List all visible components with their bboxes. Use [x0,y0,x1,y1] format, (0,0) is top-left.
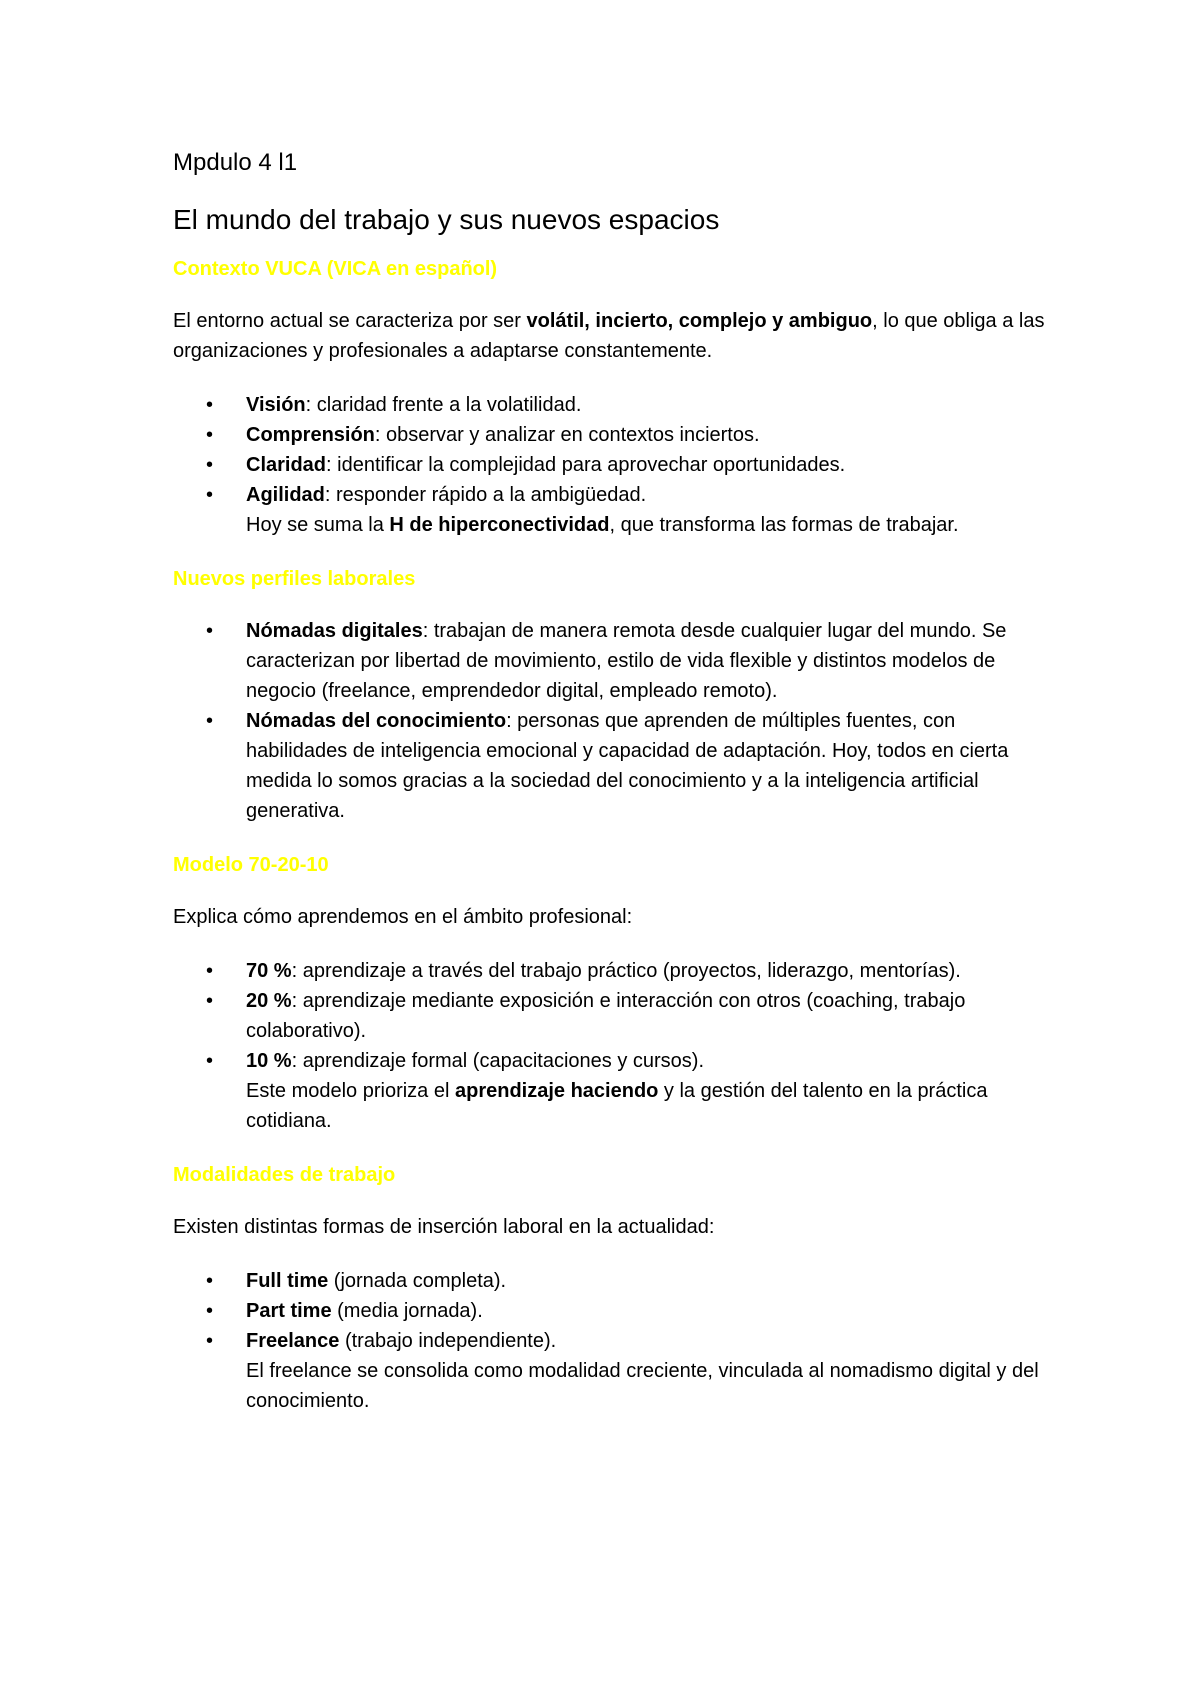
document-body [173,148,1053,1440]
item-text: : trabajan de manera remota desde cualquier lugar del mundo. Se caracterizan por libertad de movimiento, estilo de vida flexible y distintos modelos de negocio (freelance, emprendedor digital, empleado remoto). [246,620,1007,702]
vuca-note-bold: H de hiperconectividad [389,514,610,536]
vuca-note-text: Hoy se suma la [246,514,390,536]
modelo-note-text: Este modelo prioriza el [246,1080,455,1102]
item-term: Claridad [246,454,327,476]
modalidades-intro: Existen distintas formas de inserción laboral en la actualidad: [173,1216,715,1238]
vuca-note-text-end: , que transforma las formas de trabajar. [609,514,959,536]
vuca-intro [173,306,1053,366]
bullet-icon: • [206,710,214,732]
item-text: : aprendizaje formal (capacitaciones y cursos). [291,1050,704,1072]
bullet-icon: • [206,394,214,416]
vuca-intro-text: El entorno actual se caracteriza por ser [173,310,527,332]
bullet-icon: • [206,1270,214,1292]
item-text: (media jornada). [331,1300,483,1322]
list-item [173,480,1053,540]
item-term: 10 % [246,1050,292,1072]
modalidades-note: El freelance se consolida como modalidad creciente, vinculada al nomadismo digital y del conocimiento. [246,1360,1039,1412]
vuca-intro-bold: volátil, incierto, complejo y ambiguo [526,310,873,332]
section-heading-perfiles: Nuevos perfiles laborales [173,568,416,590]
item-text: : identificar la complejidad para aprovechar oportunidades. [326,454,846,476]
item-text: : observar y analizar en contextos inciertos. [374,424,760,446]
list-item [173,450,1053,480]
item-term: Freelance [246,1330,340,1352]
bullet-icon: • [206,1300,214,1322]
item-term: 20 % [246,990,292,1012]
document-title: El mundo del trabajo y sus nuevos espacios [173,204,720,235]
list-item [173,956,1053,986]
item-term: Nómadas digitales [246,620,423,642]
bullet-icon: • [206,960,214,982]
item-term: Visión [246,394,306,416]
section-modelo [173,850,1053,1136]
list-item [173,706,1053,826]
section-heading-modelo: Modelo 70-20-10 [173,854,329,876]
bullet-icon: • [206,1050,214,1072]
section-perfiles [173,564,1053,826]
item-text: : responder rápido a la ambigüedad. [324,484,647,506]
item-text: : aprendizaje a través del trabajo práctico (proyectos, liderazgo, mentorías). [291,960,961,982]
list-item [173,1296,1053,1326]
bullet-icon: • [206,454,214,476]
modelo-intro: Explica cómo aprendemos en el ámbito profesional: [173,906,633,928]
item-text: : aprendizaje mediante exposición e interacción con otros (coaching, trabajo colaborativo). [246,990,966,1042]
bullet-icon: • [206,1330,214,1352]
vuca-list [173,390,1053,540]
modelo-note-text-end: y la gestión del talento en la práctica cotidiana. [246,1080,988,1132]
module-label: Mpdulo 4 l1 [173,149,298,176]
item-term: 70 % [246,960,292,982]
modelo-note-bold: aprendizaje haciendo [454,1080,659,1102]
bullet-icon: • [206,620,214,642]
section-heading-vuca: Contexto VUCA (VICA en español) [173,258,498,280]
item-term: Part time [246,1300,332,1322]
item-text: (jornada completa). [328,1270,507,1292]
vuca-intro-text-end: , lo que obliga a las organizaciones y profesionales a adaptarse constantemente. [173,310,1045,362]
list-item [173,390,1053,420]
item-term: Full time [246,1270,329,1292]
list-item [173,1046,1053,1136]
section-heading-modalidades: Modalidades de trabajo [173,1164,396,1186]
modalidades-list [173,1266,1053,1416]
item-term: Agilidad [246,484,325,506]
list-item [173,420,1053,450]
section-vuca [173,254,1053,540]
item-text: : claridad frente a la volatilidad. [305,394,582,416]
item-text: : personas que aprenden de múltiples fuentes, con habilidades de inteligencia emocional y capacidad de adaptación. Hoy, todos en cierta medida lo somos gracias a la sociedad del conocimiento y a la inteligencia artificial generativa. [246,710,1009,822]
list-item [173,1266,1053,1296]
list-item [173,616,1053,706]
perfiles-list [173,616,1053,826]
bullet-icon: • [206,484,214,506]
item-text: (trabajo independiente). [339,1330,557,1352]
section-modalidades [173,1160,1053,1416]
bullet-icon: • [206,424,214,446]
bullet-icon: • [206,990,214,1012]
list-item [173,1326,1053,1416]
modelo-list [173,956,1053,1136]
item-term: Comprensión [246,424,375,446]
list-item [173,986,1053,1046]
item-term: Nómadas del conocimiento [246,710,507,732]
